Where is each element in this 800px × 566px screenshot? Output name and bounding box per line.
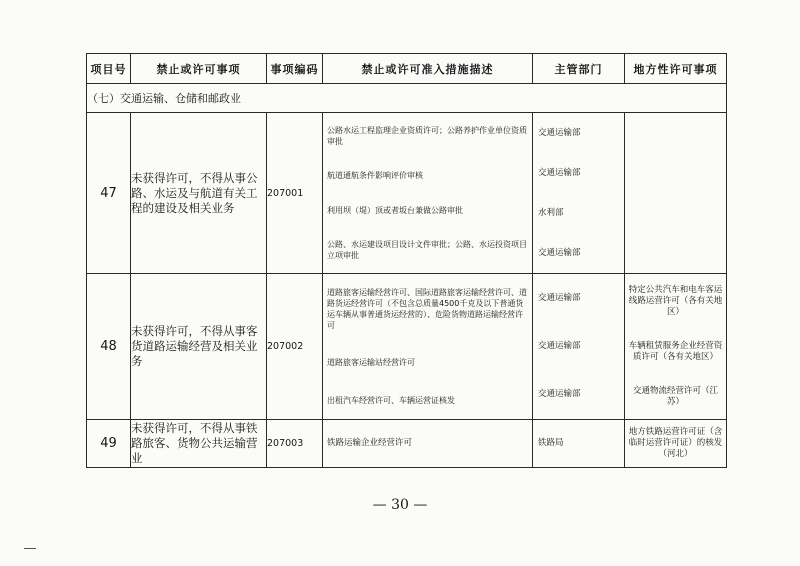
section-title: （七）交通运输、仓储和邮政业 xyxy=(87,84,727,113)
row-code: 207002 xyxy=(267,274,323,420)
department-item: 铁路局 xyxy=(533,420,625,468)
row-measures xyxy=(323,274,533,420)
page-number: — 30 — xyxy=(372,497,428,513)
measure-item: 道路旅客运输站经营许可 xyxy=(327,358,415,368)
row-item: 未获得许可，不得从事公路、水运及与航道有关工程的建设及相关业务 xyxy=(131,113,267,274)
section-row xyxy=(87,84,727,113)
row-number: 49 xyxy=(87,420,131,468)
row-local-permits xyxy=(625,274,727,420)
header-item-number: 项目号 xyxy=(87,54,131,84)
department-item: 水利部 xyxy=(538,207,564,218)
department-item: 交通运输部 xyxy=(538,247,581,258)
local-permit-item: 车辆租赁服务企业经营资质许可（各有关地区） xyxy=(628,340,723,362)
header-local-permit: 地方性许可事项 xyxy=(625,54,727,84)
measure-item: 出租汽车经营许可、车辆运营证核发 xyxy=(327,395,455,405)
permit-table xyxy=(86,53,727,468)
table-row xyxy=(87,274,727,420)
row-departments xyxy=(533,274,625,420)
row-number: 47 xyxy=(87,113,131,274)
measure-item: 利用坝（堤）顶或者坂台兼做公路审批 xyxy=(327,205,463,215)
row-measures xyxy=(323,113,533,274)
row-item: 未获得许可，不得从事铁路旅客、货物公共运输营业 xyxy=(131,420,267,468)
row-item: 未获得许可，不得从事客货道路运输经营及相关业务 xyxy=(131,274,267,420)
row-code: 207003 xyxy=(267,420,323,468)
scan-corner-mark xyxy=(24,548,36,549)
measure-item: 道路旅客运输经营许可、国际道路旅客运输经营许可、道路货运经营许可（不包含总质量4500千克及以下普通货运车辆从事普通货运经营的）、危险货物道路运输经营许可 xyxy=(327,288,527,331)
header-item-name: 禁止或许可事项 xyxy=(131,54,267,84)
header-item-code: 事项编码 xyxy=(267,54,323,84)
local-permit-item: 交通物流经营许可（江苏） xyxy=(632,385,718,407)
row-departments xyxy=(533,113,625,274)
row-number: 48 xyxy=(87,274,131,420)
department-item: 交通运输部 xyxy=(538,127,581,138)
header-department: 主管部门 xyxy=(533,54,625,84)
local-permit-item: 地方铁路运营许可证（含临时运营许可证）的核发（河北） xyxy=(625,420,727,468)
measure-item: 铁路运输企业经营许可 xyxy=(323,420,533,468)
measure-item: 航道通航条件影响评价审核 xyxy=(327,171,423,181)
measure-item: 公路水运工程监理企业资质许可；公路养护作业单位资质审批 xyxy=(327,125,527,146)
department-item: 交通运输部 xyxy=(538,292,581,303)
local-permit-item: 特定公共汽车和电车客运线路运营许可（各有关地区） xyxy=(628,285,723,318)
department-item: 交通运输部 xyxy=(538,389,581,400)
row-code: 207001 xyxy=(267,113,323,274)
department-item: 交通运输部 xyxy=(538,340,581,351)
department-item: 交通运输部 xyxy=(538,167,581,178)
measure-item: 公路、水运建设项目设计文件审批；公路、水运投资项目立项审批 xyxy=(327,240,527,261)
header-measure-description: 禁止或许可准入措施描述 xyxy=(323,54,533,84)
table-row xyxy=(87,113,727,274)
row-local-permits xyxy=(625,113,727,274)
table-row xyxy=(87,420,727,468)
table-header-row xyxy=(87,54,727,84)
